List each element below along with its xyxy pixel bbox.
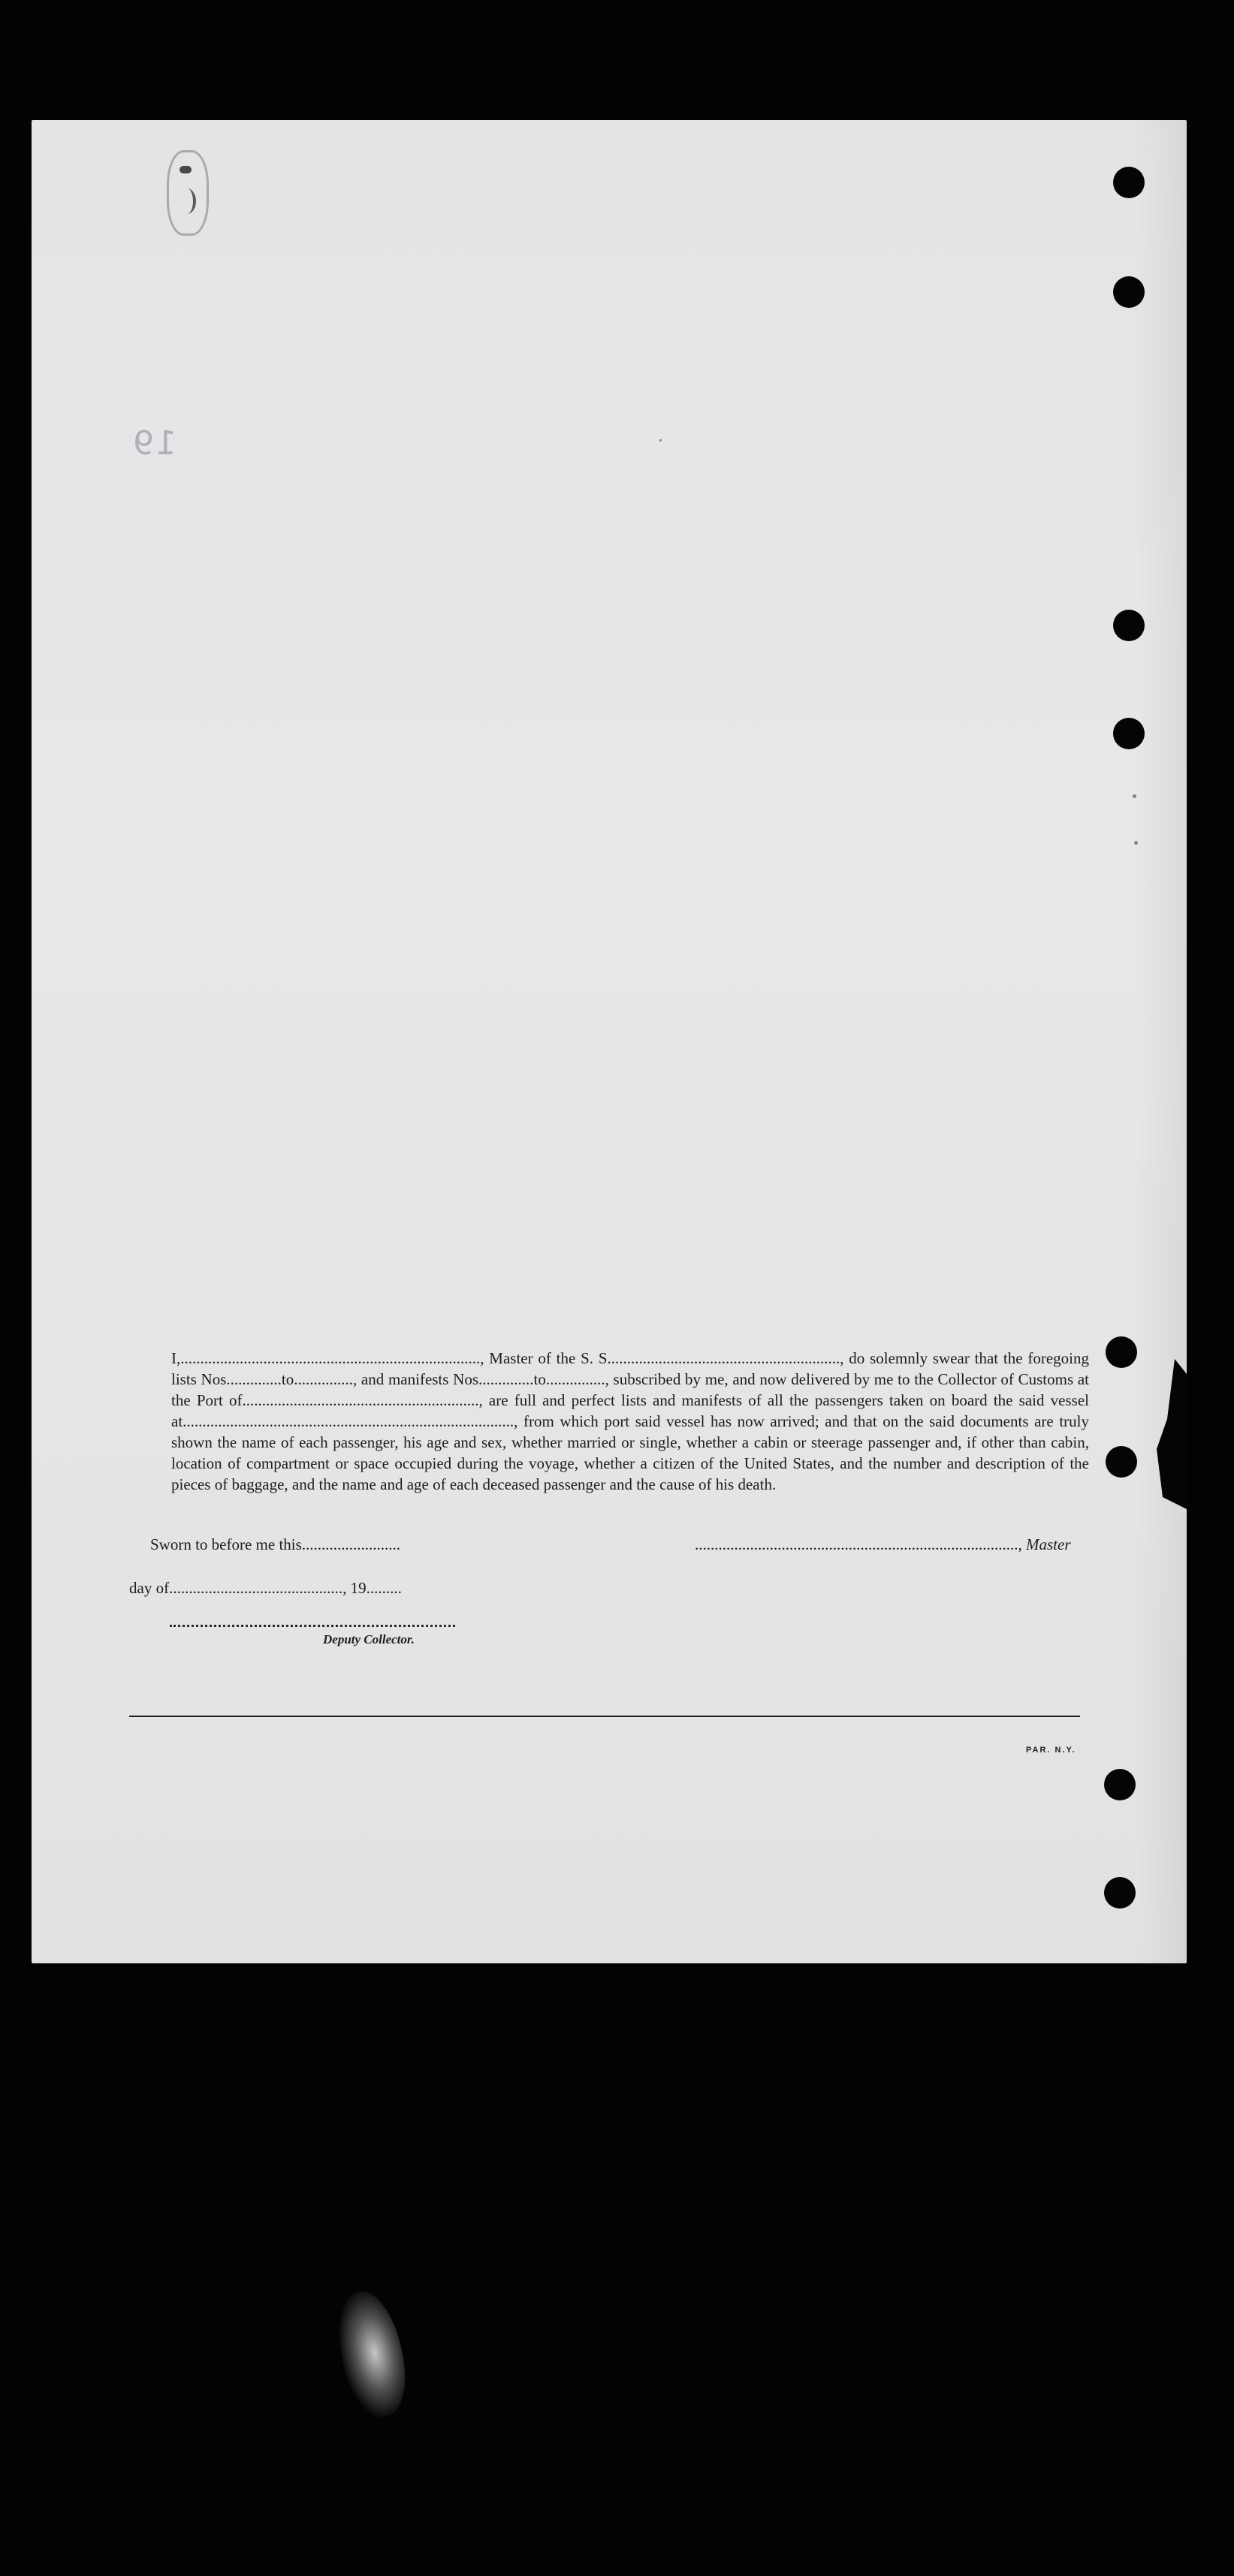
punch-hole [1113,167,1145,198]
punch-hole [1106,1446,1137,1478]
deputy-collector-label: Deputy Collector. [323,1632,415,1647]
handwritten-mark [167,150,209,236]
punch-hole [1104,1877,1136,1909]
manifest-page [32,120,1187,1963]
light-glare [329,2285,415,2423]
printer-mark: PAR. N.Y. [1026,1746,1076,1755]
punch-hole [1113,610,1145,641]
ink-speck [1133,794,1136,798]
deputy-signature-line [170,1622,455,1627]
master-label: Master [1026,1535,1071,1553]
ink-speck [659,439,662,441]
day-of-line: day of............................................, 19......... [129,1579,402,1597]
punch-hole [1106,1336,1137,1368]
faint-stamp-number: 19 [131,424,177,462]
ink-speck [1134,841,1138,845]
master-signature-dots: .................................................................................., [695,1535,1022,1553]
bottom-rule [129,1716,1080,1717]
punch-hole [1113,718,1145,749]
master-signature-line [695,1534,1071,1555]
punch-hole [1113,276,1145,308]
oath-text: I,............................................................................, Master of the S. S..........................................................., do solemnly swear that the foregoing lists Nos..............to..............., and manifests Nos..............to..............., subscribed by me, and now delivered by me to the Collector of Customs at the Port of............................................................, are full and perfect lists and manifests of all the passengers taken on board the said vessel at...................................................................................., from which port said vessel has now arrived; and that on the said documents are truly shown the name of each passenger, his age and sex, whether married or single, whether a cabin or steerage passenger and, if other than cabin, location of compartment or space occupied during the voyage, whether a citizen of the United States, and the number and description of the pieces of baggage, and the name and age of each deceased passenger and the cause of his death. [171,1349,1089,1493]
sworn-line: Sworn to before me this......................... [150,1535,401,1553]
punch-hole [1104,1769,1136,1800]
oath-paragraph [129,1348,1089,1495]
